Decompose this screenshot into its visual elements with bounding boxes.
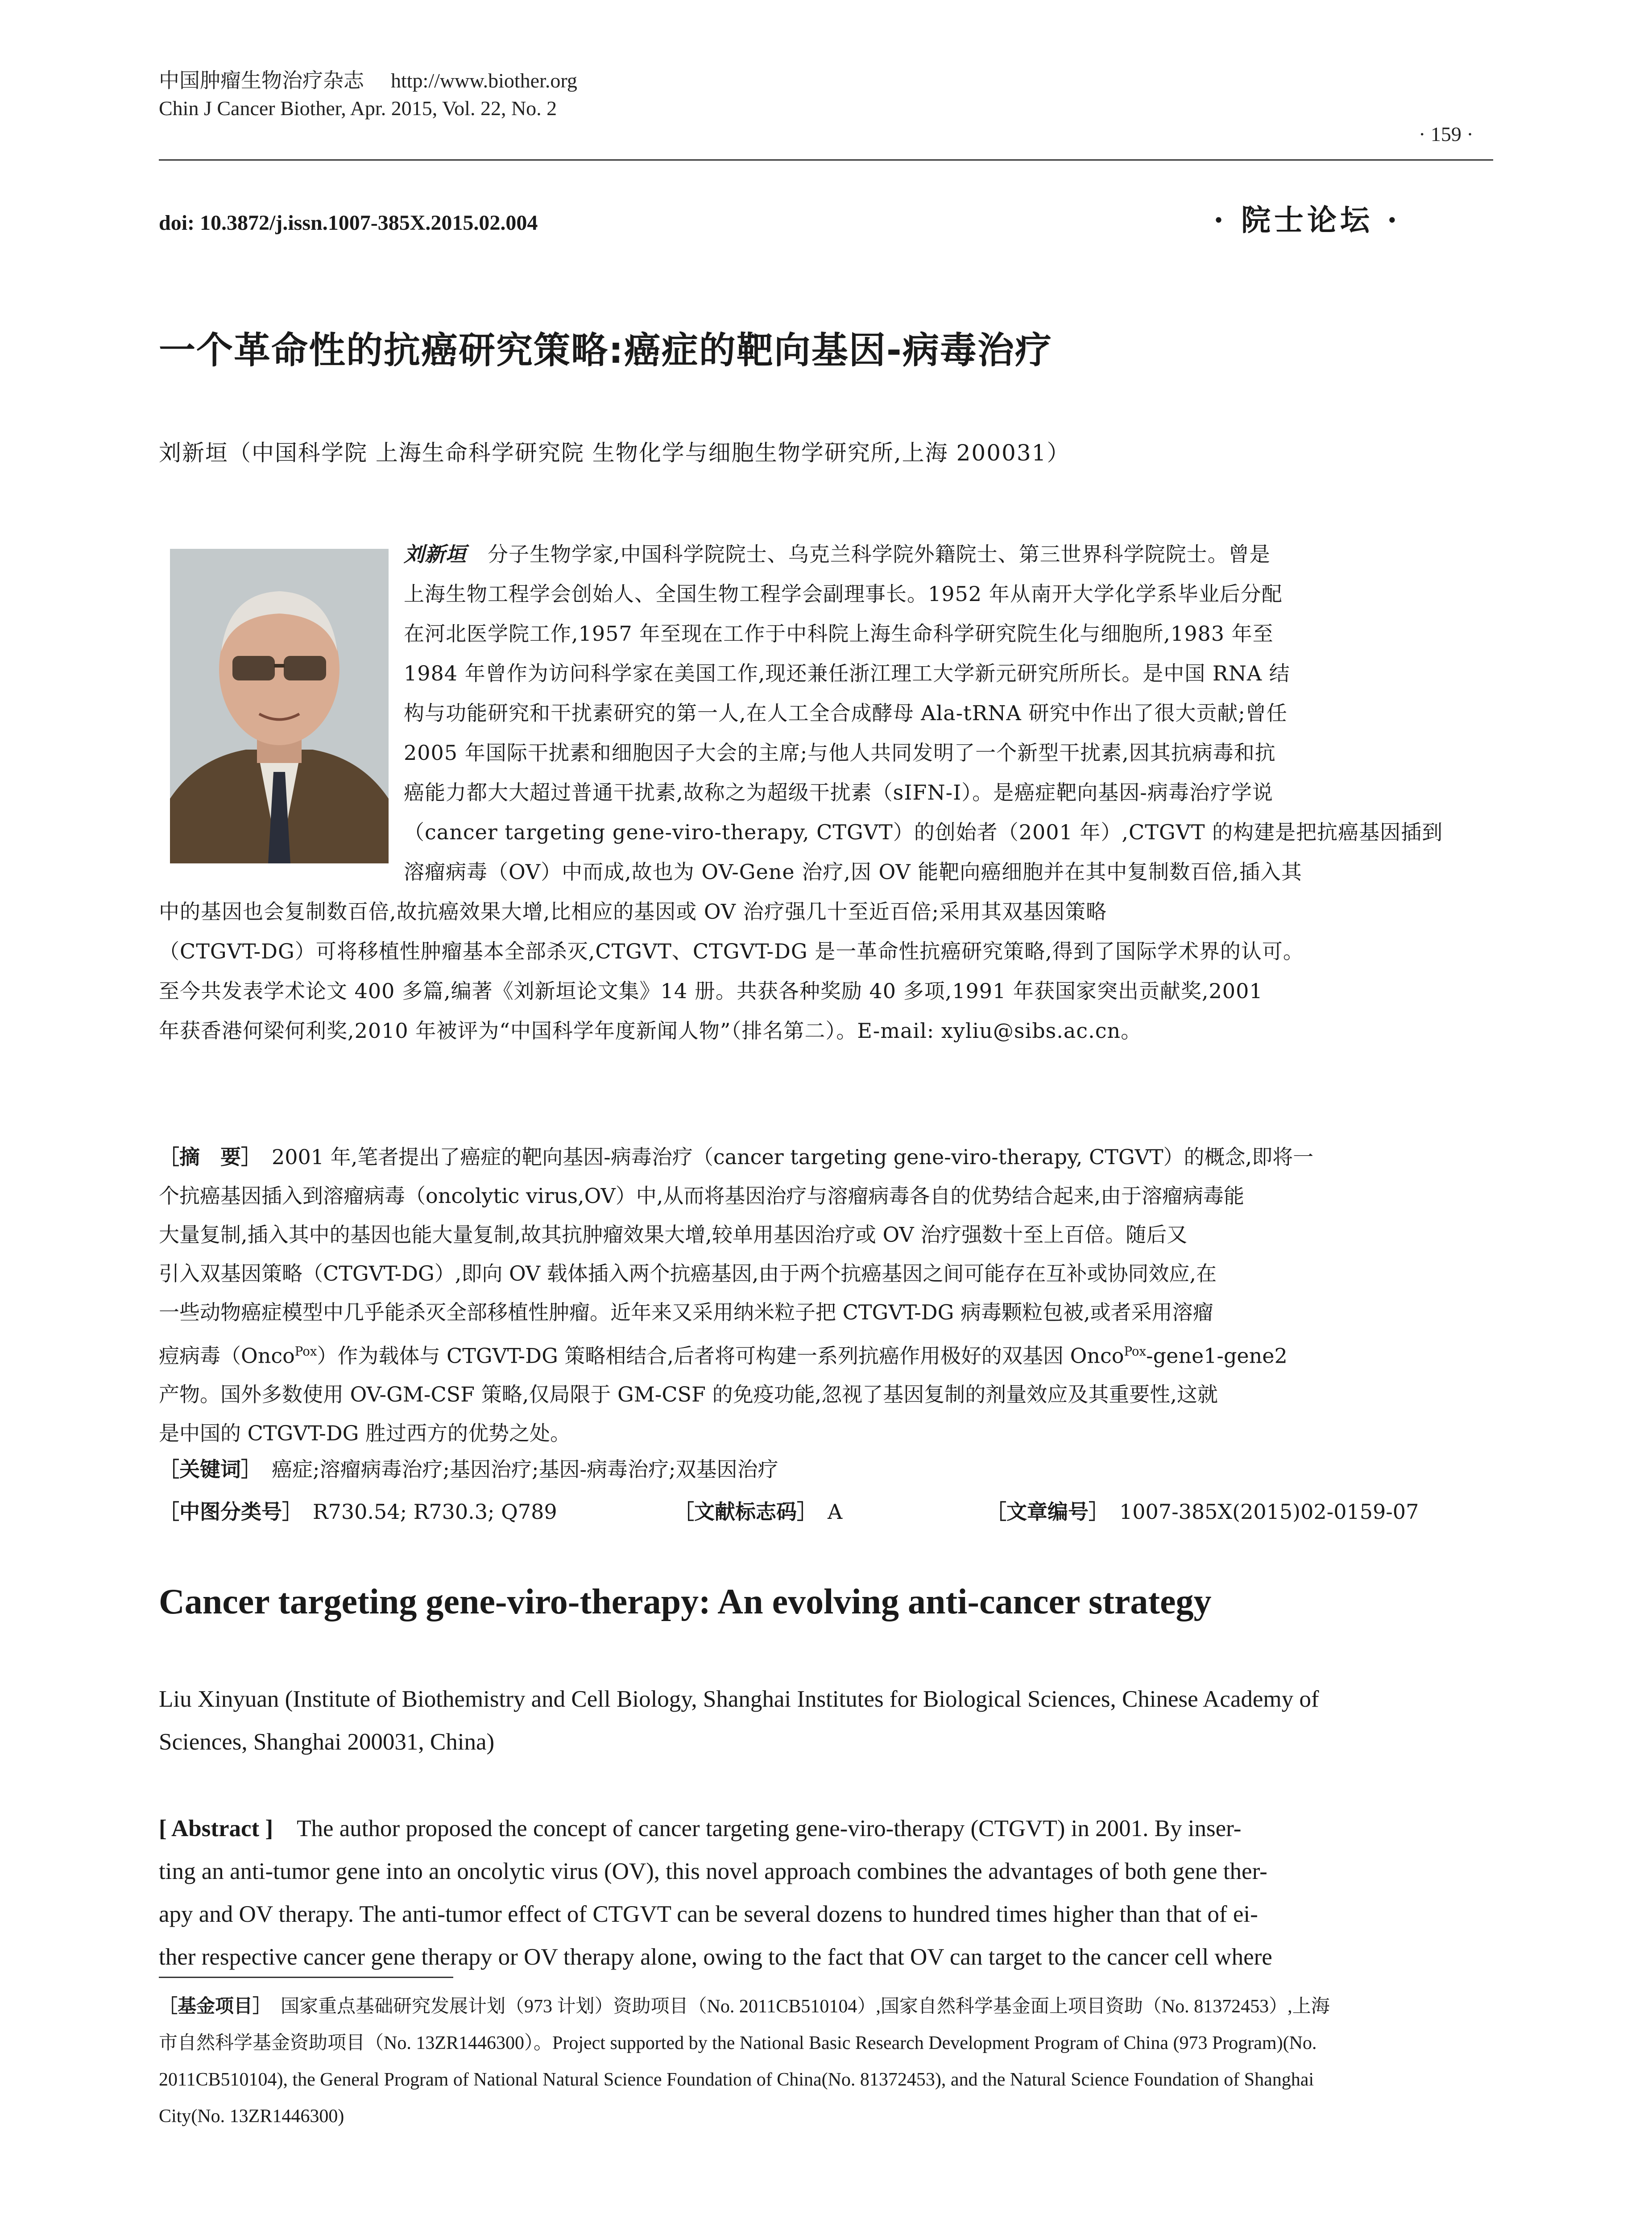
abstract-en-line: apy and OV therapy. The anti-tumor effect of CTGVT can be several dozens to hundred times higher than that of ei- <box>159 1901 1258 1927</box>
funding-line: 国家重点基础研究发展计划（973 计划）资助项目（No. 2011CB510104）,国家自然科学基金面上项目资助（No. 81372453）,上海 <box>281 1996 1330 2017</box>
abstract-cn-line: 2001 年,笔者提出了癌症的靶向基因-病毒治疗（cancer targeting gene-viro-therapy, CTGVT）的概念,即将一 <box>272 1145 1314 1169</box>
bio-line: 年获香港何梁何利奖,2010 年被评为“中国科学年度新闻人物”（排名第二）。E-mail: xyliu@sibs.ac.cn。 <box>159 1019 1142 1043</box>
bio-name: 刘新垣 <box>404 542 467 566</box>
author-bio-side <box>404 535 1493 892</box>
funding-footnote <box>159 1988 1493 2135</box>
funding-line: City(No. 13ZR1446300) <box>159 2106 344 2127</box>
title-en: Cancer targeting gene-viro-therapy: An evolving anti-cancer strategy <box>159 1582 1212 1621</box>
page-number: · 159 · <box>1419 123 1474 145</box>
article-number <box>986 1493 1419 1531</box>
abstract-cn-label: ［摘 要］ <box>159 1145 251 1169</box>
bio-line: 上海生物工程学会创始人、全国生物工程学会副理事长。1952 年从南开大学化学系毕业后分配 <box>404 582 1283 606</box>
abstract-cn-line: 一些动物癌症模型中几乎能杀灭全部移植性肿瘤。近年来又采用纳米粒子把 CTGVT-DG 病毒颗粒包被,或者采用溶瘤 <box>159 1300 1213 1324</box>
abstract-cn <box>159 1138 1493 1453</box>
abstract-en-line: ting an anti-tumor gene into an oncolytic virus (OV), this novel approach combines the advantages of both gene ther- <box>159 1858 1267 1884</box>
author-affiliation-en <box>159 1678 1493 1763</box>
article-no-label: ［文章编号］ <box>986 1500 1099 1524</box>
abstract-cn-text: -gene1-gene2 <box>1146 1344 1288 1368</box>
funding-line: 2011CB510104), the General Program of National Natural Science Foundation of China(No. 81372453), and the Natural Science Foundation of Shanghai <box>159 2069 1314 2090</box>
doc-code-label: ［文献标志码］ <box>674 1500 807 1524</box>
abstract-en-label: [ Abstract ] <box>159 1816 273 1841</box>
author-bio-full <box>159 892 1493 1051</box>
bio-line: 在河北医学院工作,1957 年至现在工作于中科院上海生命科学研究院生化与细胞所,1983 年至 <box>404 622 1274 646</box>
abstract-cn-line <box>159 1332 1493 1375</box>
bio-line: （cancer targeting gene-viro-therapy, CTGVT）的创始者（2001 年）,CTGVT 的构建是把抗癌基因插到 <box>404 820 1443 844</box>
clc-label: ［中图分类号］ <box>159 1500 292 1524</box>
document-code <box>674 1493 842 1531</box>
clc-number <box>159 1493 557 1531</box>
bio-line: 构与功能研究和干扰素研究的第一人,在人工全合成酵母 Ala-tRNA 研究中作出了很大贡献;曾任 <box>404 701 1288 725</box>
article-no-value: 1007-385X(2015)02-0159-07 <box>1119 1500 1419 1524</box>
journal-header <box>159 67 577 122</box>
author-en-line: Liu Xinyuan (Institute of Biothemistry and Cell Biology, Shanghai Institutes for Biological Sciences, Chinese Academy of <box>159 1686 1319 1712</box>
abstract-en-line: ther respective cancer gene therapy or OV therapy alone, owing to the fact that OV can target to the cancer cell where <box>159 1944 1272 1970</box>
abstract-cn-line: 是中国的 CTGVT-DG 胜过西方的优势之处。 <box>159 1421 571 1446</box>
funding-label: ［基金项目］ <box>159 1995 262 2017</box>
bio-line: 癌能力都大大超过普通干扰素,故称之为超级干扰素（sIFN-Ⅰ）。是癌症靶向基因-病毒治疗学说 <box>404 780 1273 804</box>
abstract-cn-sup: Pox <box>1124 1344 1147 1359</box>
bio-line: 溶瘤病毒（OV）中而成,故也为 OV-Gene 治疗,因 OV 能靶向癌细胞并在其中复制数百倍,插入其 <box>404 860 1302 884</box>
bio-line: 至今共发表学术论文 400 多篇,编著《刘新垣论文集》14 册。共获各种奖励 40 多项,1991 年获国家突出贡献奖,2001 <box>159 979 1263 1003</box>
abstract-en <box>159 1807 1493 1978</box>
journal-name-cn: 中国肿瘤生物治疗杂志 <box>159 69 364 92</box>
bio-line: 中的基因也会复制数百倍,故抗癌效果大增,比相应的基因或 OV 治疗强几十至近百倍;采用其双基因策略 <box>159 900 1107 924</box>
doi[interactable]: doi: 10.3872/j.issn.1007-385X.2015.02.004 <box>159 211 538 235</box>
footnote-rule <box>159 1977 453 1978</box>
bio-line: 分子生物学家,中国科学院院士、乌克兰科学院外籍院士、第三世界科学院院士。曾是 <box>488 542 1271 566</box>
funding-line: 市自然科学基金资助项目（No. 13ZR1446300）。Project supported by the National Basic Research Development Program of China (973 Program)(No. <box>159 2033 1317 2053</box>
author-photo <box>170 549 389 863</box>
author-affiliation-cn: 刘新垣（中国科学院 上海生命科学研究院 生物化学与细胞生物学研究所,上海 200031） <box>159 440 1070 466</box>
keywords-value: 癌症;溶瘤病毒治疗;基因治疗;基因-病毒治疗;双基因治疗 <box>272 1457 778 1481</box>
abstract-cn-sup: Pox <box>294 1344 317 1359</box>
title-cn: 一个革命性的抗癌研究策略:癌症的靶向基因-病毒治疗 <box>159 329 1052 372</box>
abstract-cn-text: ）作为载体与 CTGVT-DG 策略相结合,后者将可构建一系列抗癌作用极好的双基因 Onco <box>317 1344 1124 1368</box>
journal-url[interactable]: http://www.biother.org <box>391 69 577 92</box>
abstract-cn-line: 引入双基因策略（CTGVT-DG）,即向 OV 载体插入两个抗癌基因,由于两个抗癌基因之间可能存在互补或协同效应,在 <box>159 1261 1217 1286</box>
bio-line: 1984 年曾作为访问科学家在美国工作,现还兼任浙江理工大学新元研究所所长。是中国 RNA 结 <box>404 661 1290 685</box>
doc-code-value: A <box>828 1500 843 1524</box>
abstract-cn-text: 痘病毒（Onco <box>159 1344 295 1368</box>
abstract-cn-line: 大量复制,插入其中的基因也能大量复制,故其抗肿瘤效果大增,较单用基因治疗或 OV 治疗强数十至上百倍。随后又 <box>159 1223 1188 1247</box>
abstract-en-line: The author proposed the concept of cancer targeting gene-viro-therapy (CTGVT) in 2001. By inser- <box>297 1816 1242 1841</box>
abstract-cn-line: 产物。国外多数使用 OV-GM-CSF 策略,仅局限于 GM-CSF 的免疫功能,忽视了基因复制的剂量效应及其重要性,这就 <box>159 1382 1218 1407</box>
header-rule <box>159 159 1493 161</box>
journal-name-en: Chin J Cancer Biother, Apr. 2015, Vol. 22, No. 2 <box>159 97 557 120</box>
clc-value: R730.54; R730.3; Q789 <box>313 1500 557 1524</box>
keywords-cn <box>159 1450 1493 1489</box>
author-en-line: Sciences, Shanghai 200031, China) <box>159 1729 495 1755</box>
abstract-cn-line: 个抗癌基因插入到溶瘤病毒（oncolytic virus,OV）中,从而将基因治疗与溶瘤病毒各自的优势结合起来,由于溶瘤病毒能 <box>159 1184 1244 1208</box>
column-label: · 院士论坛 · <box>1213 203 1401 237</box>
author-portrait-image <box>170 549 389 863</box>
keywords-label: ［关键词］ <box>159 1457 251 1481</box>
bio-line: （CTGVT-DG）可将移植性肿瘤基本全部杀灭,CTGVT、CTGVT-DG 是一革命性抗癌研究策略,得到了国际学术界的认可。 <box>159 939 1304 963</box>
bio-line: 2005 年国际干扰素和细胞因子大会的主席;与他人共同发明了一个新型干扰素,因其抗病毒和抗 <box>404 741 1276 765</box>
